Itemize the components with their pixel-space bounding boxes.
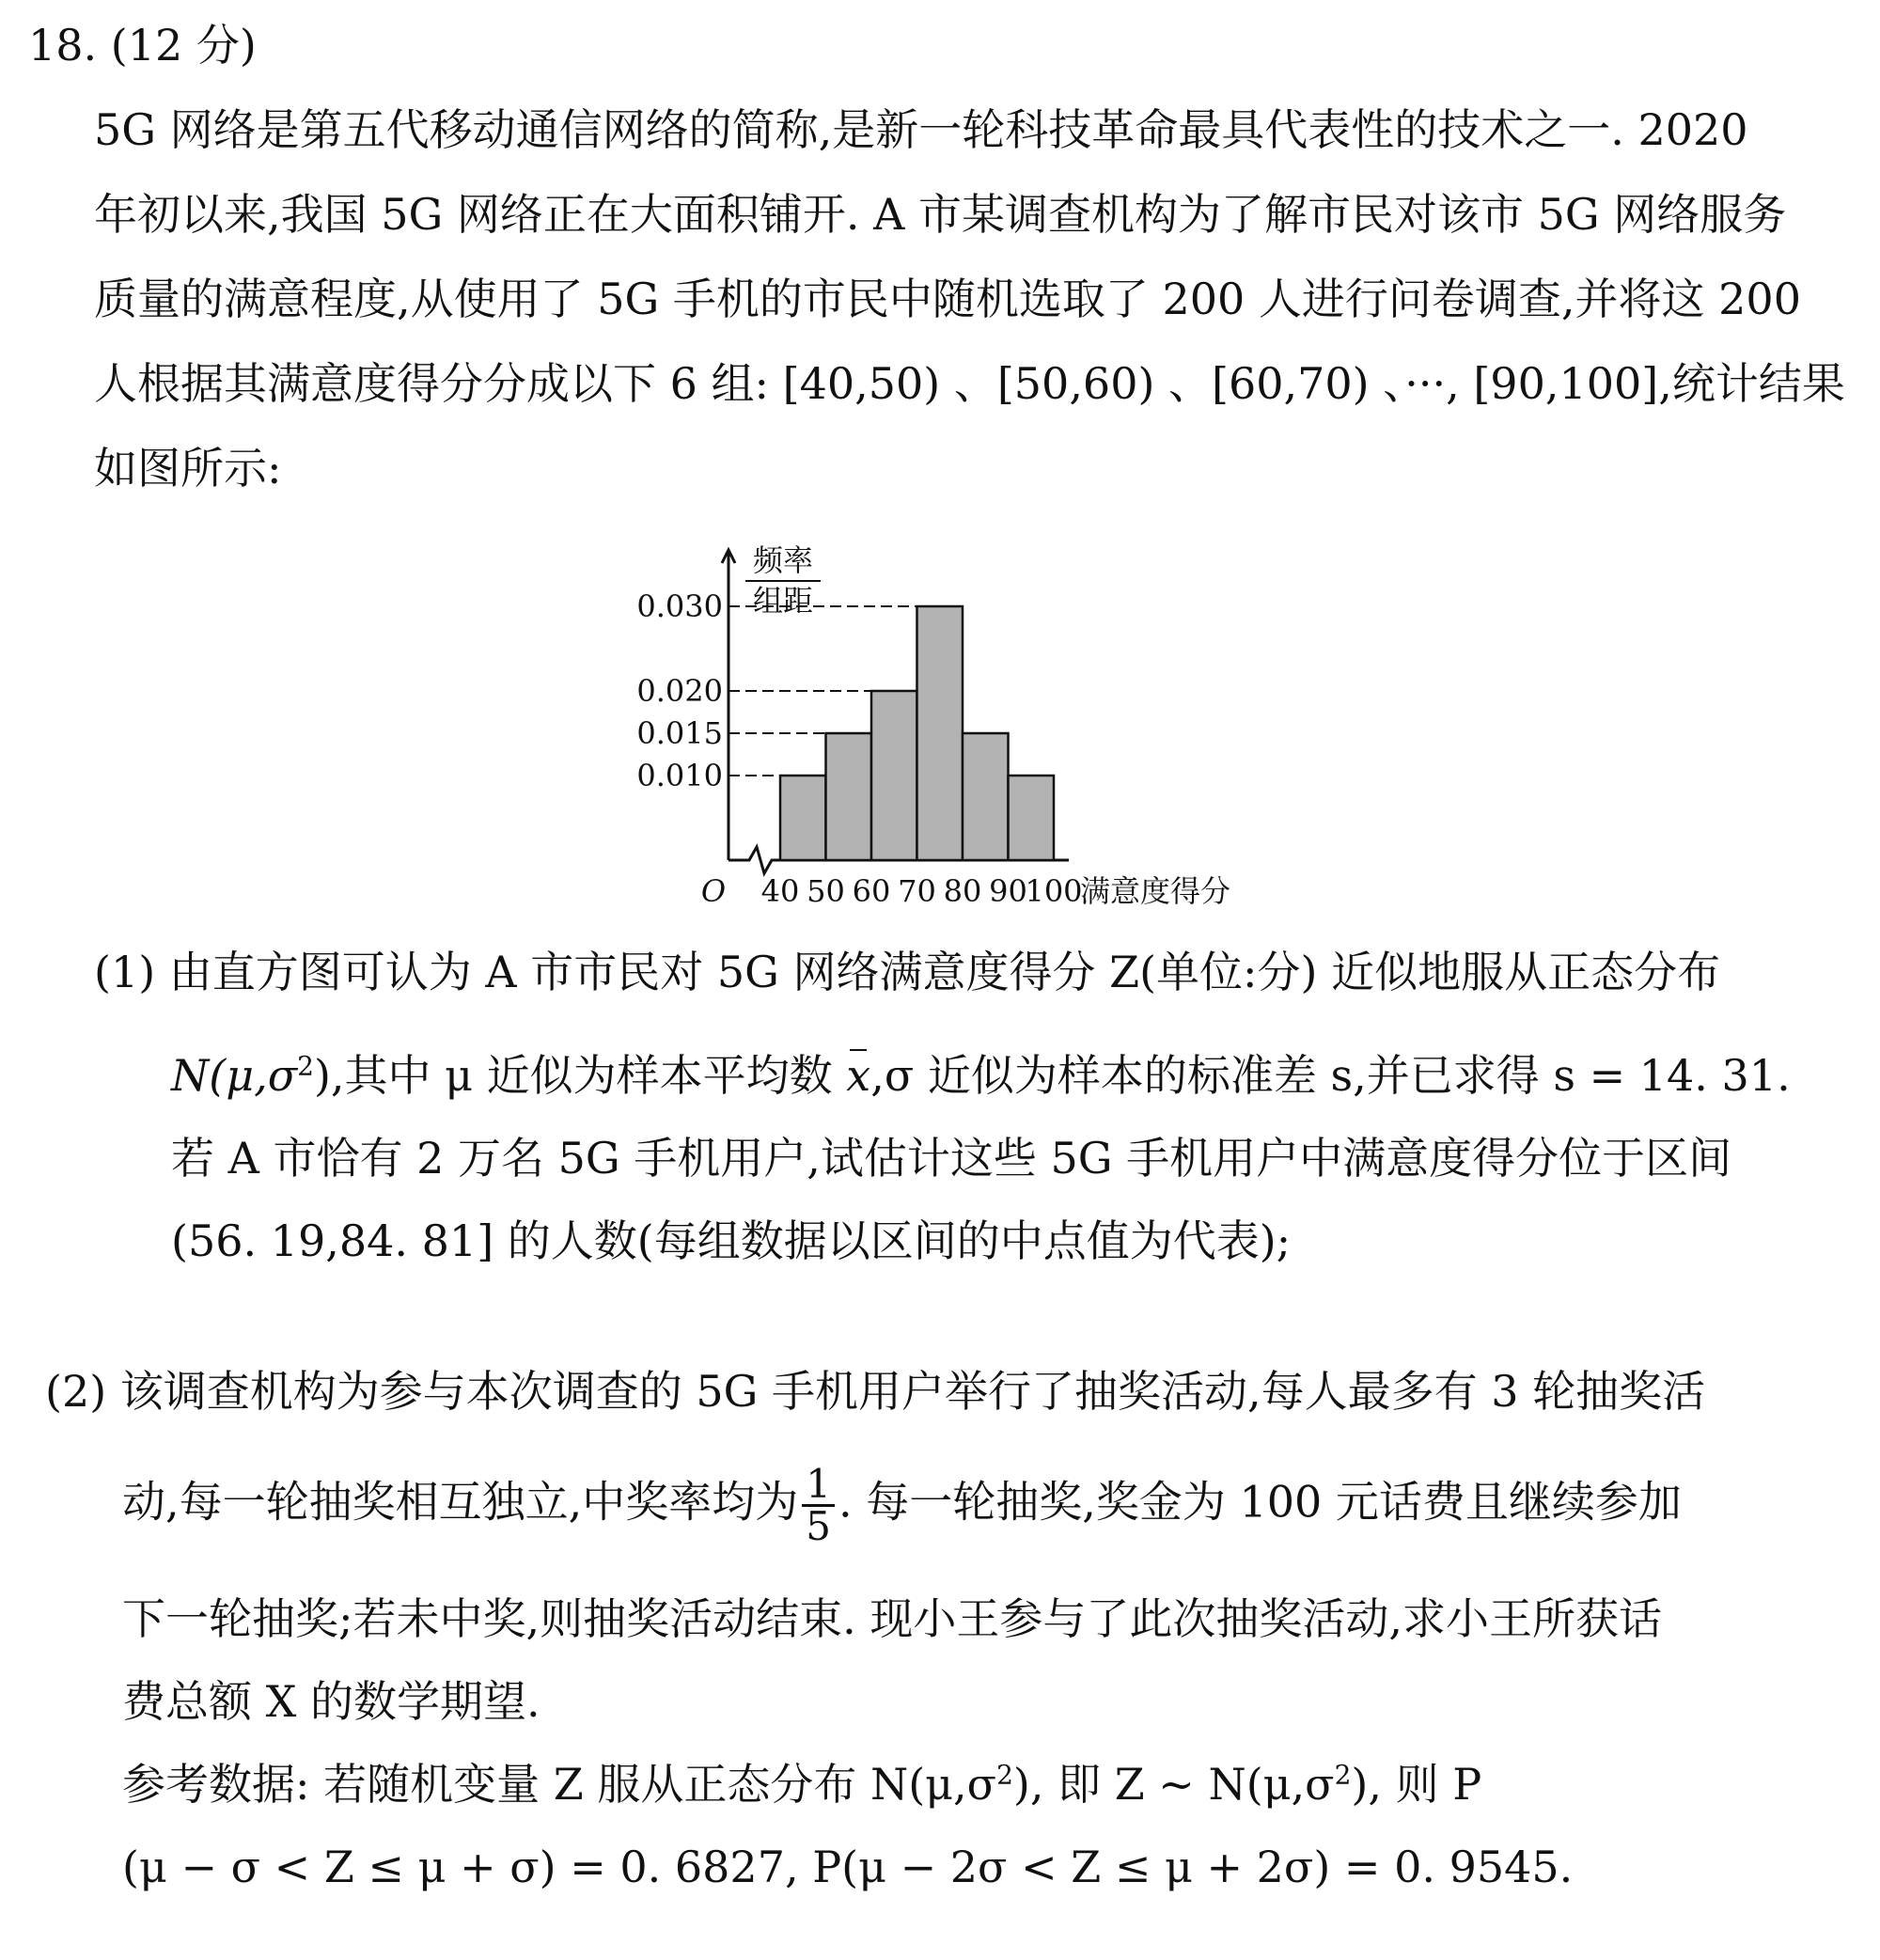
histogram-bar-3: [917, 606, 964, 860]
histogram-bar-1: [826, 733, 872, 860]
part1-line-3: 若 A 市恰有 2 万名 5G 手机用户,试估计这些 5G 手机用户中满意度得分位于区间: [171, 1133, 1732, 1184]
intro-line-1: 5G 网络是第五代移动通信网络的简称,是新一轮科技革命最具代表性的技术之一. 2020: [94, 104, 1748, 155]
histogram-bar-2: [871, 691, 917, 860]
y-axis-label-bottom: 组距: [752, 583, 814, 619]
problem-score: (12 分): [110, 20, 257, 71]
histogram-bar-4: [963, 733, 1009, 860]
y-tick-label-1: 0.020: [636, 673, 723, 709]
part2-line-4: 费总额 X 的数学期望.: [122, 1676, 540, 1727]
origin-label: O: [700, 873, 727, 909]
part1-line-1: (1) 由直方图可认为 A 市市民对 5G 网络满意度得分 Z(单位:分) 近似地服从正态分布: [94, 947, 1721, 997]
histogram-bar-5: [1009, 776, 1055, 860]
part2-line-3: 下一轮抽奖;若未中奖,则抽奖活动结束. 现小王参与了此次抽奖活动,求小王所获话: [122, 1593, 1662, 1644]
x-tick-label-4: 80: [943, 873, 982, 909]
part1-line-2: $N(\mu,\sigma^2)$,其中 μ 近似为样本平均数 x,σ 近似为样本的标准差 s,并已求得 s = 14. 31.: [171, 1047, 1791, 1104]
y-tick-label-0: 0.030: [636, 588, 723, 624]
x-tick-label-5: 90: [989, 873, 1027, 909]
intro-line-4: 人根据其满意度得分分成以下 6 组: [40,50) 、[50,60) 、[60,70) 、···, [90,100],统计结果: [94, 358, 1845, 409]
intro-line-2: 年初以来,我国 5G 网络正在大面积铺开. A 市某调查机构为了解市民对该市 5G 网络服务: [94, 189, 1787, 240]
fraction-one-fifth: $\frac{1}{5}$: [802, 1465, 835, 1546]
x-axis-label: 满意度得分: [1080, 873, 1231, 909]
intro-line-5: 如图所示:: [94, 443, 282, 494]
x-tick-label-0: 40: [760, 873, 800, 909]
part1-line-4: (56. 19,84. 81] 的人数(每组数据以区间的中点值为代表);: [171, 1215, 1292, 1266]
x-tick-label-3: 70: [898, 873, 936, 909]
x-tick-label-2: 60: [852, 873, 891, 909]
part2-line-2: 动,每一轮抽奖相互独立,中奖率均为 $\frac{1}{5}$ . 每一轮抽奖,奖金为 100 元话费且继续参加: [122, 1461, 1682, 1549]
reference-line-2: (μ − σ < Z ≤ μ + σ) = 0. 6827, P(μ − 2σ < Z ≤ μ + 2σ) = 0. 9545.: [122, 1842, 1574, 1892]
histogram-bar-0: [780, 776, 826, 860]
y-tick-label-2: 0.015: [636, 715, 723, 751]
intro-line-3: 质量的满意程度,从使用了 5G 手机的市民中随机选取了 200 人进行问卷调查,并将这 200: [94, 274, 1801, 324]
part2-line-1: (2) 该调查机构为参与本次调查的 5G 手机用户举行了抽奖活动,每人最多有 3 轮抽奖活: [45, 1366, 1706, 1417]
reference-line-1: 参考数据: 若随机变量 Z 服从正态分布 $N(\mu,\sigma^2)$, 即 Z ~ $N(\mu,\sigma^2)$, 则 P: [122, 1759, 1482, 1810]
y-axis-label-top: 频率: [752, 542, 814, 578]
histogram-chart: [602, 512, 1316, 926]
x-tick-label-1: 50: [807, 873, 845, 909]
problem-header: [28, 17, 257, 73]
problem-number: 18.: [28, 20, 98, 71]
x-tick-label-6: 100: [1025, 873, 1083, 909]
y-tick-label-3: 0.010: [636, 758, 723, 793]
